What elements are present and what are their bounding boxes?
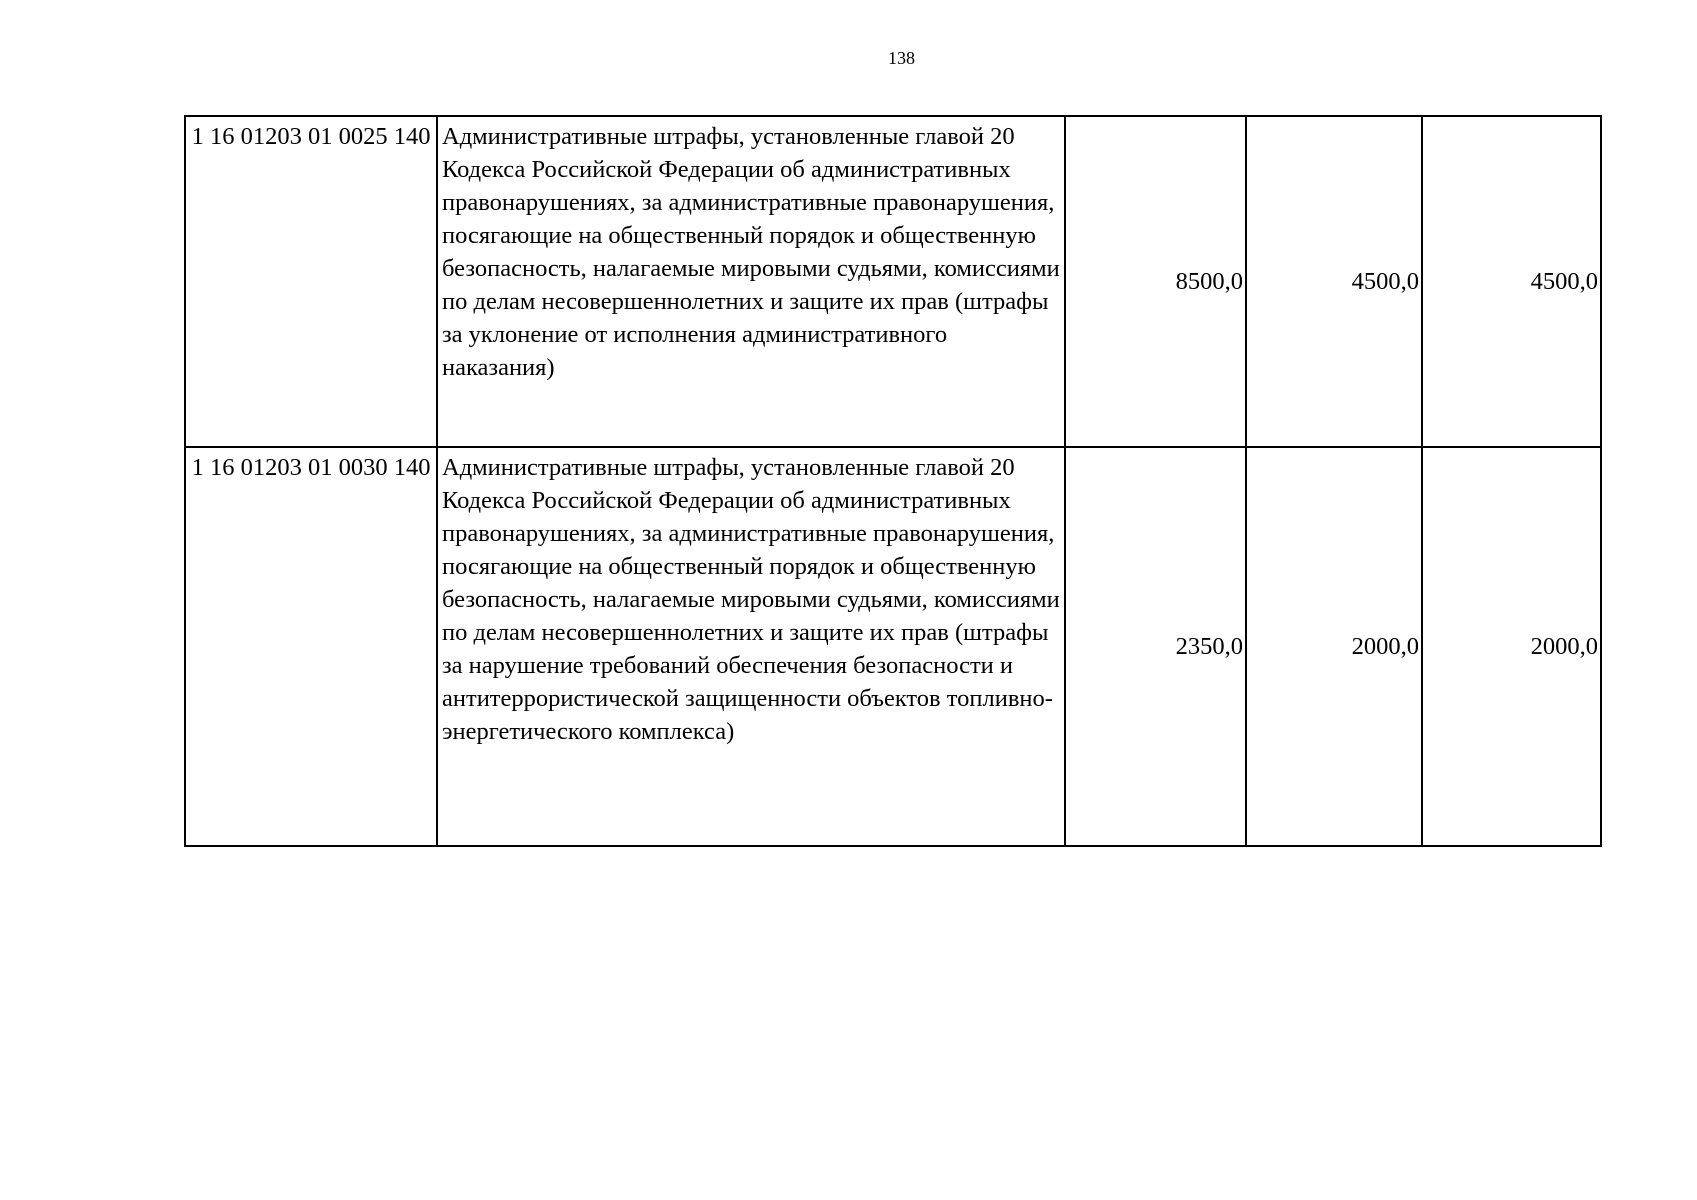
value-2: 2000,0 xyxy=(1246,447,1422,846)
revenue-table xyxy=(184,115,1602,847)
value-1: 8500,0 xyxy=(1065,116,1246,447)
value-3: 2000,0 xyxy=(1422,447,1601,846)
value-3: 4500,0 xyxy=(1422,116,1601,447)
table-row xyxy=(185,116,1601,447)
description: Административные штрафы, установленные главой 20 Кодекса Российской Федерации об административных правонарушениях, за административные правонарушения, посягающие на общественный порядок и общественную безопасность, налагаемые мировыми судьями, комиссиями по делам несовершеннолетних и защите их прав (штрафы за нарушение требований обеспечения безопасности и антитеррористической защищенности объектов топливно-энергетического комплекса) xyxy=(437,447,1065,846)
description: Административные штрафы, установленные главой 20 Кодекса Российской Федерации об административных правонарушениях, за административные правонарушения, посягающие на общественный порядок и общественную безопасность, налагаемые мировыми судьями, комиссиями по делам несовершеннолетних и защите их прав (штрафы за уклонение от исполнения административного наказания) xyxy=(437,116,1065,447)
page-number: 138 xyxy=(888,48,915,68)
value-1: 2350,0 xyxy=(1065,447,1246,846)
value-2: 4500,0 xyxy=(1246,116,1422,447)
budget-code: 1 16 01203 01 0025 140 xyxy=(185,116,437,447)
budget-code: 1 16 01203 01 0030 140 xyxy=(185,447,437,846)
table-row xyxy=(185,447,1601,846)
